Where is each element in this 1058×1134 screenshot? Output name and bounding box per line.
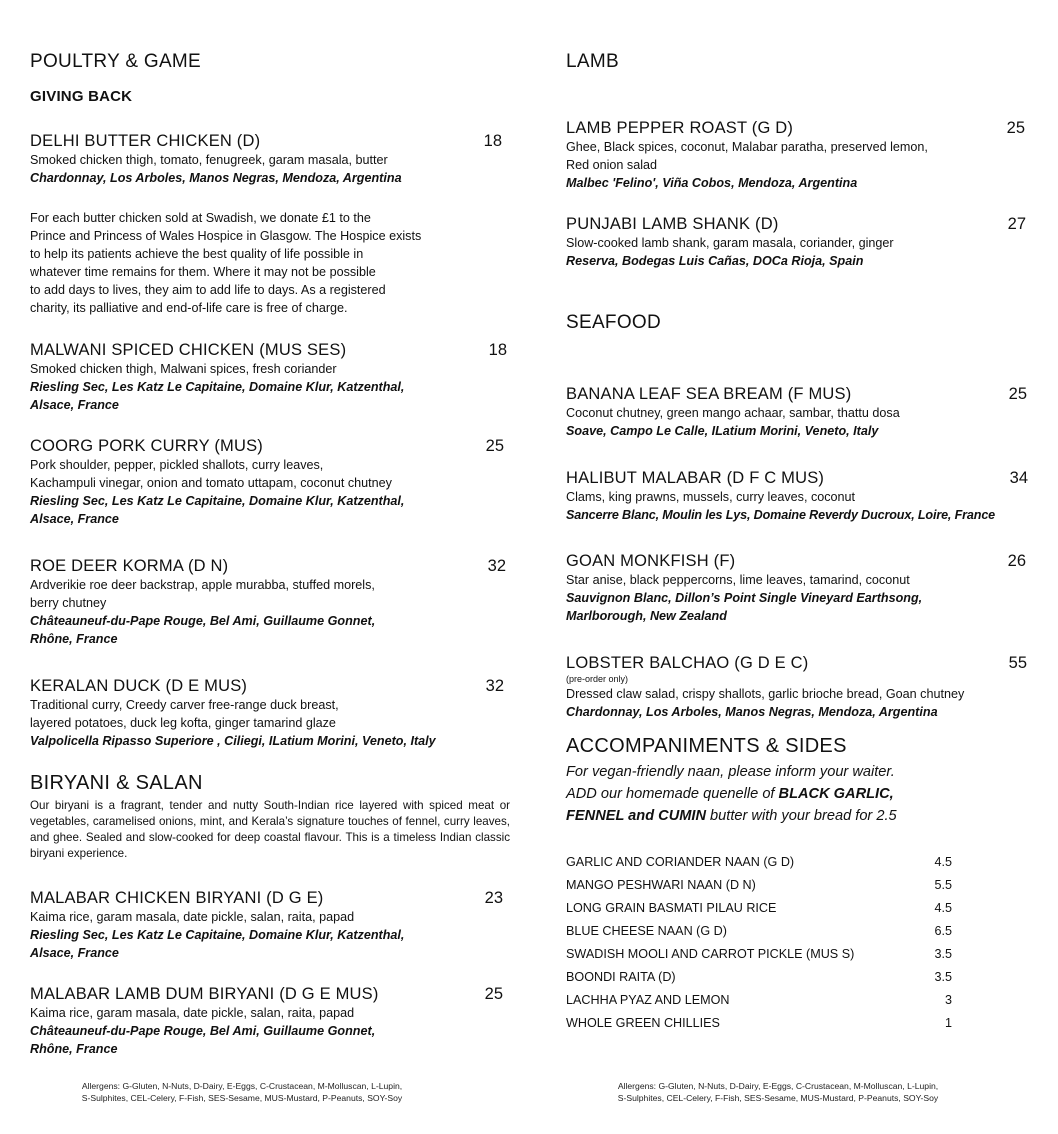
dish-description: Clams, king prawns, mussels, curry leaves, coconut bbox=[566, 490, 856, 504]
side-price: 4.5 bbox=[934, 901, 952, 915]
dish-keralan-duck bbox=[30, 677, 504, 750]
wine-pairing: Alsace, France bbox=[30, 512, 119, 526]
side-name: BOONDI RAITA (D) bbox=[566, 970, 676, 984]
side-price: 3 bbox=[944, 993, 952, 1007]
poultry-game-title: POULTRY & GAME bbox=[30, 51, 202, 72]
dish-description: berry chutney bbox=[30, 596, 107, 610]
intro-bold-text: BLACK GARLIC, bbox=[778, 786, 894, 802]
dish-description: Ghee, Black spices, coconut, Malabar paratha, preserved lemon, bbox=[566, 140, 928, 154]
dish-description: Pork shoulder, pepper, pickled shallots, curry leaves, bbox=[30, 458, 324, 472]
wine-pairing: Chardonnay, Los Arboles, Manos Negras, Mendoza, Argentina bbox=[30, 171, 402, 185]
dish-description: Dressed claw salad, crispy shallots, garlic brioche bread, Goan chutney bbox=[566, 687, 965, 701]
dish-description: Red onion salad bbox=[566, 158, 658, 172]
dish-description: Kachampuli vinegar, onion and tomato uttapam, coconut chutney bbox=[30, 476, 392, 490]
dish-name: DELHI BUTTER CHICKEN (D) bbox=[30, 132, 261, 150]
wine-pairing: Châteauneuf-du-Pape Rouge, Bel Ami, Guillaume Gonnet, bbox=[30, 1024, 376, 1038]
wine-pairing: Sauvignon Blanc, Dillon’s Point Single Vineyard Earthsong, bbox=[566, 591, 923, 605]
dish-description: Slow-cooked lamb shank, garam masala, coriander, ginger bbox=[566, 236, 894, 250]
side-price: 4.5 bbox=[934, 855, 952, 869]
side-item bbox=[566, 851, 952, 874]
side-name: WHOLE GREEN CHILLIES bbox=[566, 1016, 720, 1030]
dish-price: 34 bbox=[1009, 469, 1028, 487]
dish-price: 25 bbox=[484, 985, 503, 1003]
dish-delhi-butter-chicken bbox=[30, 132, 502, 187]
seafood-title: SEAFOOD bbox=[566, 312, 662, 333]
side-price: 5.5 bbox=[934, 878, 952, 892]
side-item bbox=[566, 920, 952, 943]
dish-description: Traditional curry, Creedy carver free-range duck breast, bbox=[30, 698, 339, 712]
allergens-right bbox=[566, 1080, 990, 1104]
side-name: MANGO PESHWARI NAAN (D N) bbox=[566, 878, 756, 892]
dish-price: 32 bbox=[485, 677, 504, 695]
side-price: 1 bbox=[944, 1016, 952, 1030]
accompaniments-title: ACCOMPANIMENTS & SIDES bbox=[566, 735, 847, 757]
wine-pairing: Sancerre Blanc, Moulin les Lys, Domaine Reverdy Ducroux, Loire, France bbox=[566, 508, 996, 522]
giving-back-line: to add days to lives, they aim to add life to days. As a registered bbox=[30, 283, 386, 297]
allergens-line: S-Sulphites, CEL-Celery, F-Fish, SES-Sesame, MUS-Mustard, P-Peanuts, SOY-Soy bbox=[617, 1093, 939, 1103]
dish-name: HALIBUT MALABAR (D F C MUS) bbox=[566, 469, 825, 487]
wine-pairing: Chardonnay, Los Arboles, Manos Negras, Mendoza, Argentina bbox=[566, 705, 938, 719]
wine-pairing: Rhône, France bbox=[30, 632, 118, 646]
dish-name: MALWANI SPICED CHICKEN (MUS SES) bbox=[30, 341, 347, 359]
dish-description: Smoked chicken thigh, tomato, fenugreek, garam masala, butter bbox=[30, 153, 388, 167]
intro-text: butter with your bread for 2.5 bbox=[706, 808, 897, 824]
dish-lamb-pepper-roast bbox=[566, 119, 1025, 192]
allergens-line: Allergens: G-Gluten, N-Nuts, D-Dairy, E-Eggs, C-Crustacean, M-Molluscan, L-Lupin, bbox=[81, 1081, 403, 1091]
dish-price: 25 bbox=[1008, 385, 1027, 403]
dish-price: 55 bbox=[1008, 654, 1027, 672]
side-name: BLUE CHEESE NAAN (G D) bbox=[566, 924, 727, 938]
wine-pairing: Valpolicella Ripasso Superiore , Ciliegi, ILatium Morini, Veneto, Italy bbox=[30, 734, 436, 748]
dish-description: Star anise, black peppercorns, lime leaves, tamarind, coconut bbox=[566, 573, 910, 587]
sides-intro-line: For vegan-friendly naan, please inform your waiter. bbox=[566, 764, 895, 780]
giving-back-title: GIVING BACK bbox=[30, 88, 133, 105]
wine-pairing: Riesling Sec, Les Katz Le Capitaine, Domaine Klur, Katzenthal, bbox=[30, 380, 405, 394]
dish-name: MALABAR CHICKEN BIRYANI (D G E) bbox=[30, 889, 324, 907]
side-item bbox=[566, 943, 952, 966]
side-name: LACHHA PYAZ AND LEMON bbox=[566, 993, 730, 1007]
allergens-left bbox=[30, 1080, 454, 1104]
dish-description: Coconut chutney, green mango achaar, sambar, thattu dosa bbox=[566, 406, 900, 420]
wine-pairing: Alsace, France bbox=[30, 398, 119, 412]
side-item bbox=[566, 966, 952, 989]
wine-pairing: Malbec 'Felino', Viña Cobos, Mendoza, Argentina bbox=[566, 176, 858, 190]
giving-back-line: whatever time remains for them. Where it may not be possible bbox=[30, 265, 376, 279]
side-price: 3.5 bbox=[934, 970, 952, 984]
wine-pairing: Riesling Sec, Les Katz Le Capitaine, Domaine Klur, Katzenthal, bbox=[30, 494, 405, 508]
allergens-line: S-Sulphites, CEL-Celery, F-Fish, SES-Sesame, MUS-Mustard, P-Peanuts, SOY-Soy bbox=[81, 1093, 403, 1103]
dish-price: 18 bbox=[488, 341, 507, 359]
side-item bbox=[566, 1012, 952, 1035]
dish-halibut bbox=[566, 469, 1028, 524]
dish-price: 32 bbox=[487, 557, 506, 575]
dish-description: Smoked chicken thigh, Malwani spices, fresh coriander bbox=[30, 362, 337, 376]
side-item bbox=[566, 989, 952, 1012]
wine-pairing: Rhône, France bbox=[30, 1042, 118, 1056]
dish-price: 27 bbox=[1007, 215, 1026, 233]
sides-intro-line bbox=[566, 805, 1028, 827]
dish-goan-monkfish bbox=[566, 552, 1026, 625]
dish-price: 23 bbox=[484, 889, 503, 907]
side-price: 6.5 bbox=[934, 924, 952, 938]
intro-text: ADD our homemade quenelle of bbox=[566, 786, 779, 802]
side-price: 3.5 bbox=[934, 947, 952, 961]
giving-back-line: Prince and Princess of Wales Hospice in Glasgow. The Hospice exists bbox=[30, 229, 422, 243]
biryani-salan-title: BIRYANI & SALAN bbox=[30, 772, 203, 794]
dish-name: COORG PORK CURRY (MUS) bbox=[30, 437, 263, 455]
dish-sea-bream bbox=[566, 385, 1027, 440]
dish-name: KERALAN DUCK (D E MUS) bbox=[30, 677, 248, 695]
dish-description: Kaima rice, garam masala, date pickle, salan, raita, papad bbox=[30, 910, 355, 924]
lamb-title: LAMB bbox=[566, 51, 619, 72]
dish-roe-deer bbox=[30, 557, 506, 648]
allergens-line: Allergens: G-Gluten, N-Nuts, D-Dairy, E-Eggs, C-Crustacean, M-Molluscan, L-Lupin, bbox=[617, 1081, 939, 1091]
dish-name: MALABAR LAMB DUM BIRYANI (D G E MUS) bbox=[30, 985, 379, 1003]
giving-back-line: to help its patients achieve the best quality of life possible in bbox=[30, 247, 364, 261]
dish-price: 18 bbox=[483, 132, 502, 150]
dish-price: 25 bbox=[485, 437, 504, 455]
wine-pairing: Marlborough, New Zealand bbox=[566, 609, 727, 623]
dish-chicken-biryani bbox=[30, 889, 503, 962]
dish-lamb-shank bbox=[566, 215, 1026, 270]
dish-name: GOAN MONKFISH (F) bbox=[566, 552, 736, 570]
side-item bbox=[566, 874, 952, 897]
side-name: GARLIC AND CORIANDER NAAN (G D) bbox=[566, 855, 795, 869]
giving-back-line: charity, its palliative and end-of-life care is free of charge. bbox=[30, 301, 348, 315]
wine-pairing: Reserva, Bodegas Luis Cañas, DOCa Rioja, Spain bbox=[566, 254, 864, 268]
wine-pairing: Riesling Sec, Les Katz Le Capitaine, Domaine Klur, Katzenthal, bbox=[30, 928, 405, 942]
giving-back-line: For each butter chicken sold at Swadish, we donate £1 to the bbox=[30, 211, 371, 225]
sides-list bbox=[566, 851, 1028, 1035]
side-name: SWADISH MOOLI AND CARROT PICKLE (MUS S) bbox=[566, 947, 855, 961]
pre-order-note: (pre-order only) bbox=[566, 674, 629, 684]
wine-pairing: Soave, Campo Le Calle, ILatium Morini, Veneto, Italy bbox=[566, 424, 879, 438]
dish-name: LAMB PEPPER ROAST (G D) bbox=[566, 119, 794, 137]
dish-coorg-pork bbox=[30, 437, 504, 528]
intro-bold-text: FENNEL and CUMIN bbox=[566, 808, 706, 824]
dish-price: 26 bbox=[1007, 552, 1026, 570]
dish-name: LOBSTER BALCHAO (G D E C) bbox=[566, 654, 809, 672]
dish-name: ROE DEER KORMA (D N) bbox=[30, 557, 229, 575]
dish-lobster-balchao bbox=[566, 654, 1027, 721]
dish-name: PUNJABI LAMB SHANK (D) bbox=[566, 215, 779, 233]
giving-back-text bbox=[30, 209, 510, 317]
dish-malwani-chicken bbox=[30, 341, 507, 414]
wine-pairing: Châteauneuf-du-Pape Rouge, Bel Ami, Guillaume Gonnet, bbox=[30, 614, 376, 628]
dish-description: layered potatoes, duck leg kofta, ginger tamarind glaze bbox=[30, 716, 336, 730]
sides-intro bbox=[566, 761, 1028, 827]
dish-name: BANANA LEAF SEA BREAM (F MUS) bbox=[566, 385, 852, 403]
dish-description: Kaima rice, garam masala, date pickle, salan, raita, papad bbox=[30, 1006, 355, 1020]
side-name: LONG GRAIN BASMATI PILAU RICE bbox=[566, 901, 777, 915]
wine-pairing: Alsace, France bbox=[30, 946, 119, 960]
dish-description: Ardverikie roe deer backstrap, apple murabba, stuffed morels, bbox=[30, 578, 375, 592]
sides-intro-line bbox=[566, 783, 1028, 805]
side-item bbox=[566, 897, 952, 920]
biryani-intro: Our biryani is a fragrant, tender and nutty South-Indian rice layered with spiced meat or vegetables, caramelised onions, mint, and Kerala’s signature touches of fennel, curry leaves, and ghee. Sealed and slow-cooked for deep coastal flavour. This is a timeless Indian classic biryani experience. bbox=[30, 799, 510, 860]
dish-lamb-biryani bbox=[30, 985, 503, 1058]
dish-price: 25 bbox=[1006, 119, 1025, 137]
